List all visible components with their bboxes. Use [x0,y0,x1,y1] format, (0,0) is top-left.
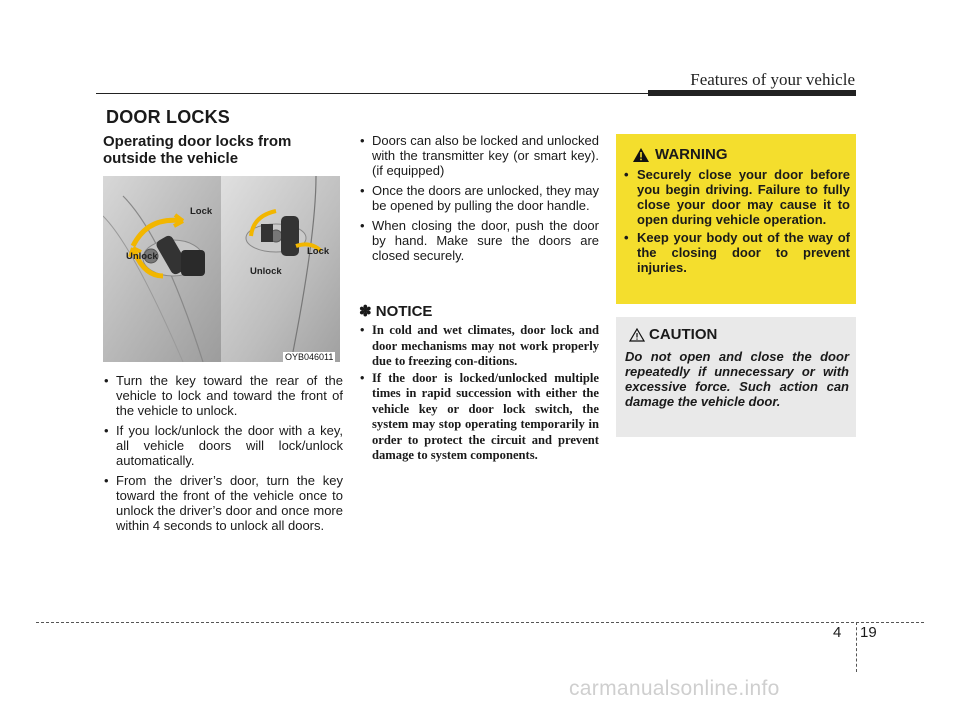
photo-key-lock-left [103,176,222,362]
chapter-number: 4 [833,624,842,641]
header-title: Features of your vehicle [690,70,855,89]
label-lock-right: Lock [307,246,330,257]
notice-heading [359,302,432,320]
col2-bullet-list [359,133,599,268]
notice-list [359,323,599,465]
label-unlock-left: Unlock [126,251,158,262]
list-item: • If you lock/unlock the door with a key, all vehicle doors will lock/unlock automatically. [103,423,343,468]
list-item: • Turn the key toward the rear of the vehicle to lock and toward the front of the vehicle to unlock. [103,373,343,418]
list-item: • From the driver’s door, turn the key toward the front of the vehicle once to unlock the driver’s door and once more within 4 seconds to unlock all doors. [103,473,343,533]
caution-heading [629,326,717,343]
warning-heading [633,146,728,163]
notice-symbol-icon: ✽ [359,303,372,320]
caution-triangle-icon [629,328,645,342]
footer-divider [36,622,924,623]
caution-title: CAUTION [649,326,718,343]
watermark: carmanualsonline.info [569,677,780,700]
section-title: DOOR LOCKS [106,107,231,127]
footer-vertical-divider [856,622,857,672]
list-item: • Once the doors are unlocked, they may be opened by pulling the door handle. [359,183,599,213]
list-item: • Doors can also be locked and unlocked with the transmitter key (or smart key). (if equipped) [359,133,599,178]
label-unlock-right: Unlock [250,266,282,277]
page-number: 19 [860,624,877,641]
list-item: • When closing the door, push the door by hand. Make sure the doors are closed securely. [359,218,599,263]
list-item: • In cold and wet climates, door lock and door mechanisms may not work properly due to freezing con-ditions. [359,323,599,370]
list-item: • If the door is locked/unlocked multiple times in rapid succession with either the vehicle key or door lock switch, the system may stop operating temporarily in order to protect the circuit and prevent damage to system components. [359,371,599,464]
notice-title: NOTICE [375,303,433,320]
col1-bullet-list [103,373,343,538]
label-lock-left: Lock [190,206,213,217]
subheading: Operating door locks from outside the vehicle [103,133,292,167]
list-item: • Securely close your door before you begin driving. Failure to fully close your door may cause it to open during vehicle operation. [622,167,850,227]
warning-list [622,167,850,278]
caution-text: Do not open and close the door repeatedly if unnecessary or with excessive force. Such action can damage the vehicle door. [625,349,849,409]
warning-triangle-icon [633,148,649,162]
header-bar [648,90,856,96]
figure-code: OYB046011 [285,352,334,362]
warning-title: WARNING [655,146,728,163]
list-item: • Keep your body out of the way of the closing door to prevent injuries. [622,230,850,275]
